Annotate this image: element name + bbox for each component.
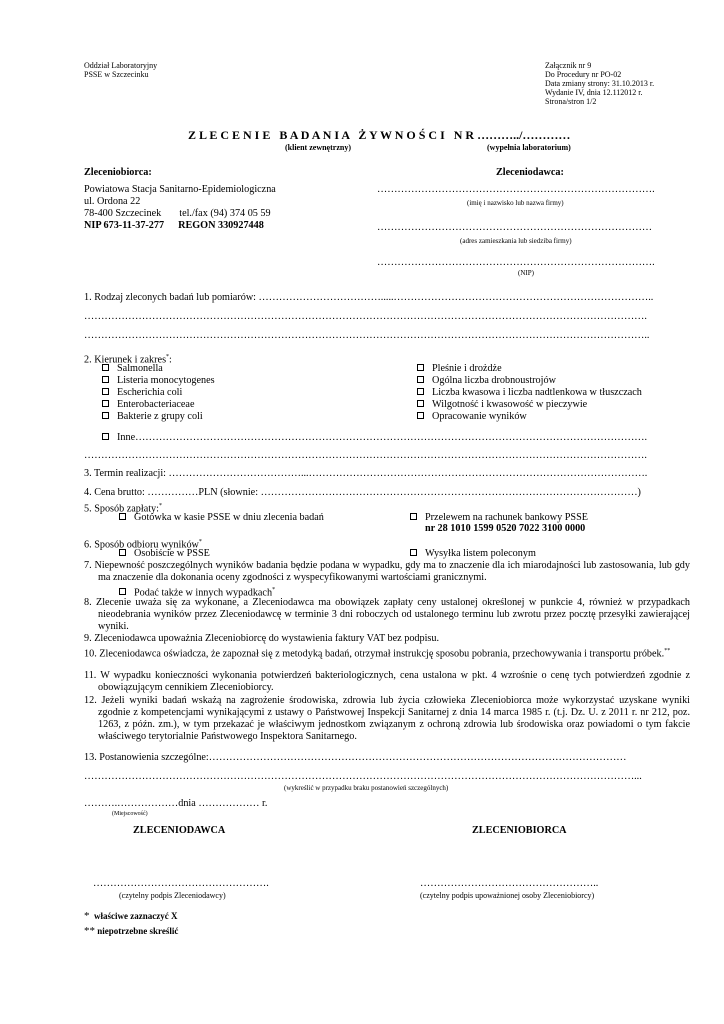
option-other-dots[interactable]: …………………………………………………………………………………………………………………………………………………. bbox=[84, 450, 647, 461]
item-6-label: 6. Sposób odbioru wyników bbox=[84, 539, 199, 551]
signature-client-heading: ZLECENIOBIORCA bbox=[472, 825, 567, 836]
option-other-label: Inne……………………………………………………………………………………………………………………………………. bbox=[117, 432, 648, 443]
item-1-test-type[interactable]: 1. Rodzaj zleconych badań lub pomiarów: ……………………………….....………………………………………………………………….. bbox=[84, 292, 654, 303]
header-page: Strona/stron 1/2 bbox=[545, 97, 597, 106]
checkbox[interactable] bbox=[119, 588, 126, 595]
checkbox[interactable] bbox=[417, 400, 424, 407]
signature-contractor-caption: (czytelny podpis Zleceniodawcy) bbox=[119, 891, 226, 900]
item-7-other-label: Podać także w innych wypadkach bbox=[134, 587, 273, 599]
place-caption: (Miejscowość) bbox=[112, 811, 148, 817]
option-label: Enterobacteriaceae bbox=[117, 399, 195, 410]
client-phone: tel./fax (94) 374 05 59 bbox=[179, 208, 271, 219]
option-total-count[interactable] bbox=[417, 375, 642, 387]
option-coli[interactable] bbox=[102, 411, 215, 423]
option-salmonella[interactable] bbox=[102, 363, 215, 375]
pickup-mail-label: Wysyłka listem poleconym bbox=[425, 548, 536, 559]
item-1-dots-line-2[interactable]: ………………………………………………………………………………………………………………………………………………….. bbox=[84, 330, 650, 341]
bank-account-number: nr 28 1010 1599 0520 7022 3100 0000 bbox=[425, 523, 586, 534]
item-6-footnote-mark: * bbox=[198, 539, 202, 545]
option-results-report[interactable] bbox=[417, 411, 642, 423]
option-molds[interactable] bbox=[417, 363, 642, 375]
client-heading: Zleceniobiorca: bbox=[84, 167, 152, 178]
place-date-field[interactable]: ……….………………dnia ……………… r. bbox=[84, 798, 268, 809]
client-regon: REGON 330927448 bbox=[178, 220, 264, 231]
item-10-text: 10. Zleceniodawca oświadcza, że zapoznał się z metodyką badań, otrzymał instrukcję sposobu pobrania, przechowywania i transportu próbek. bbox=[84, 648, 665, 660]
item-13-dots-line[interactable]: ………………………………………………………………………………………………………………………………………………... bbox=[84, 771, 642, 782]
item-5-label: 5. Sposób zapłaty: bbox=[84, 503, 159, 515]
footnote-2 bbox=[84, 925, 178, 937]
item-7-footnote-mark: * bbox=[272, 587, 276, 593]
client-city: 78-400 Szczecinek bbox=[84, 208, 162, 219]
payment-cash-label: Gotówka w kasie PSSE w dniu zlecenia badań bbox=[134, 512, 324, 523]
item-2-right-options bbox=[417, 363, 642, 423]
title-client-type: (klient zewnętrzny) bbox=[285, 143, 351, 152]
checkbox[interactable] bbox=[119, 513, 126, 520]
title-lab-note: (wypełnia laboratorium) bbox=[487, 143, 571, 152]
client-nip: NIP 673-11-37-277 bbox=[84, 220, 165, 231]
signature-client-caption: (czytelny podpis upoważnionej osoby Zleceniobiorcy) bbox=[420, 891, 595, 900]
pickup-in-person-label: Osobiście w PSSE bbox=[134, 548, 210, 559]
payment-transfer-label: Przelewem na rachunek bankowy PSSE bbox=[425, 512, 588, 523]
option-acid-peroxide[interactable] bbox=[417, 387, 642, 399]
option-label: Wilgotność i kwasowość w pieczywie bbox=[432, 399, 588, 410]
payment-cash-option[interactable] bbox=[119, 512, 324, 524]
option-label: Ogólna liczba drobnoustrojów bbox=[432, 375, 556, 386]
header-edition: Wydanie IV, dnia 12.112012 r. bbox=[545, 88, 643, 97]
option-listeria[interactable] bbox=[102, 375, 215, 387]
checkbox[interactable] bbox=[102, 412, 109, 419]
header-left bbox=[84, 61, 157, 79]
client-block bbox=[84, 184, 276, 232]
header-attachment: Załącznik nr 9 bbox=[545, 61, 592, 70]
checkbox[interactable] bbox=[417, 412, 424, 419]
item-10-footnote-mark: ** bbox=[664, 648, 671, 654]
client-street: ul. Ordona 22 bbox=[84, 196, 141, 207]
option-enterobacteriaceae[interactable] bbox=[102, 399, 215, 411]
header-dept: Oddział Laboratoryjny bbox=[84, 61, 158, 70]
header-procedure: Do Procedury nr PO-02 bbox=[545, 70, 622, 79]
checkbox[interactable] bbox=[410, 549, 417, 556]
pickup-mail-option[interactable] bbox=[410, 548, 536, 560]
client-name: Powiatowa Stacja Sanitarno-Epidemiologiczna bbox=[84, 184, 276, 195]
option-moisture[interactable] bbox=[417, 399, 642, 411]
item-10-declaration bbox=[84, 645, 690, 660]
checkbox[interactable] bbox=[102, 388, 109, 395]
contractor-address-caption: (adres zamieszkania lub siedziba firmy) bbox=[460, 237, 572, 245]
footnote-1 bbox=[84, 910, 177, 922]
checkbox[interactable] bbox=[102, 364, 109, 371]
signature-contractor-field[interactable]: ……………………………………………. bbox=[93, 878, 269, 889]
header-office: PSSE w Szczecinku bbox=[84, 70, 149, 79]
item-4-price[interactable]: 4. Cena brutto: ……………PLN (słownie: …………………………………………………………………………………………………) bbox=[84, 487, 641, 498]
option-label: Liczba kwasowa i liczba nadtlenkowa w tłuszczach bbox=[432, 387, 642, 398]
client-ids-row bbox=[84, 220, 276, 232]
item-12-hazard: 12. Jeżeli wyniki badań wskażą na zagrożenie środowiska, zdrowia lub życia człowieka Zleceniobiorca może wykorzystać uzyskane wyniki zgodnie z kompetencjami wynikającymi z ustawy o Państwowej Inspekcji Sanitarnej z dnia 14 marca 1985 r. (t.j. Dz. U. z 2011 r. nr 212, poz. 1263, z późn. zm.), w tym przekazać je właściwym jednostkom związanym z ochroną zdrowia lub środowiska oraz powiadomi o tym fakcie właściwego terytorialnie Państwowego Inspektora Sanitarnego. bbox=[84, 695, 690, 742]
pickup-in-person-option[interactable] bbox=[119, 548, 210, 560]
item-2-label: 2. Kierunek i zakres bbox=[84, 354, 167, 366]
item-2-left-options bbox=[102, 363, 215, 423]
option-other[interactable] bbox=[102, 432, 647, 444]
option-label: Listeria monocytogenes bbox=[117, 375, 215, 386]
contractor-heading: Zleceniodawca: bbox=[496, 167, 564, 178]
item-5-footnote-mark: * bbox=[158, 503, 162, 509]
footnote-2-mark: ** bbox=[84, 925, 95, 937]
checkbox[interactable] bbox=[410, 513, 417, 520]
item-2-colon: : bbox=[169, 354, 172, 366]
option-label: Opracowanie wyników bbox=[432, 411, 527, 422]
item-13-special-terms[interactable]: 13. Postanowienia szczególne:…………………………………………………………………………………………………………… bbox=[84, 752, 627, 763]
checkbox[interactable] bbox=[102, 376, 109, 383]
contractor-nip-caption: (NIP) bbox=[518, 269, 534, 277]
item-11-confirmations: 11. W wypadku konieczności wykonania potwierdzeń bakteriologicznych, cena ustalona w pkt. 4 wzrośnie o cenę tych potwierdzeń zgodnie z obowiązującym cennikiem Zleceniobiorcy. bbox=[84, 670, 690, 693]
contractor-address-field[interactable]: ……………………………………………………………………… bbox=[377, 222, 653, 233]
client-city-row bbox=[84, 208, 276, 220]
item-1-dots-line[interactable]: …………………………………………………………………………………………………………………………………………………. bbox=[84, 311, 647, 322]
option-label: Escherichia coli bbox=[117, 387, 183, 398]
option-label: Salmonella bbox=[117, 363, 163, 374]
item-3-deadline[interactable]: 3. Termin realizacji: …………………………………...………………………………………………………………………………………. bbox=[84, 468, 648, 479]
checkbox[interactable] bbox=[417, 364, 424, 371]
checkbox[interactable] bbox=[102, 400, 109, 407]
item-9-invoice: 9. Zleceniodawca upoważnia Zleceniobiorcę do wystawienia faktury VAT bez podpisu. bbox=[84, 633, 440, 644]
checkbox[interactable] bbox=[417, 388, 424, 395]
footnote-2-text: niepotrzebne skreślić bbox=[97, 926, 179, 936]
form-title: Z L E C E N I E B A D A N I A Ż Y W N O Ś C I N R ………../………… bbox=[188, 128, 571, 142]
item-2-footnote-mark: * bbox=[166, 354, 170, 360]
signature-client-field[interactable]: …………………………………………….. bbox=[420, 878, 599, 889]
contractor-name-caption: (imię i nazwisko lub nazwa firmy) bbox=[467, 199, 564, 207]
footnote-1-text: właściwe zaznaczyć X bbox=[94, 911, 178, 921]
item-7-uncertainty: 7. Niepewność poszczególnych wyników badania będzie podana w wypadku, gdy ma to znaczenie dla ich miarodajności lub zastosowania, lub gdy ma znaczenie dla dokonania oceny zgodności z wyspecyfikowanymi wartościami granicznymi. bbox=[84, 560, 690, 583]
signature-contractor-heading: ZLECENIODAWCA bbox=[133, 825, 226, 836]
header-right bbox=[545, 61, 654, 106]
item-13-caption: (wykreślić w przypadku braku postanowień szczególnych) bbox=[284, 784, 449, 792]
option-label: Pleśnie i drożdże bbox=[432, 363, 502, 374]
header-change-date: Data zmiany strony: 31.10.2013 r. bbox=[545, 79, 655, 88]
checkbox[interactable] bbox=[102, 433, 109, 440]
item-8-completion: 8. Zlecenie uważa się za wykonane, a Zleceniodawca ma obowiązek zapłaty ceny ustalonej określonej w punkcie 4, również w przypadkach nieodebrania wyników przez Zleceniodawcę w terminie 3 dni roboczych od ustalonego terminu lub zwrotu przez pocztę przesyłki zawierającej wyniki. bbox=[84, 597, 690, 632]
option-label: Bakterie z grupy coli bbox=[117, 411, 203, 422]
contractor-name-field[interactable]: ………………………………………………………………………. bbox=[377, 184, 655, 195]
contractor-nip-field[interactable]: ………………………………………………………………………. bbox=[377, 257, 655, 268]
checkbox[interactable] bbox=[119, 549, 126, 556]
checkbox[interactable] bbox=[417, 376, 424, 383]
option-escherichia[interactable] bbox=[102, 387, 215, 399]
footnote-1-mark: * bbox=[84, 910, 90, 922]
